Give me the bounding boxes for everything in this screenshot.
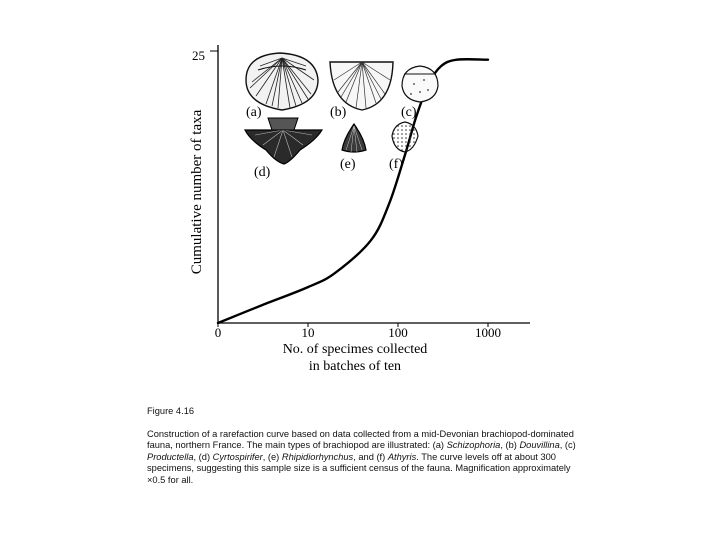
caption-text: , (d) xyxy=(193,451,213,462)
taxon-name: Rhipidiorhynchus xyxy=(281,451,354,462)
taxon-name: Douvillina xyxy=(519,440,560,450)
brachiopod-a-illustration xyxy=(246,53,318,110)
label-c: (c) xyxy=(401,105,417,120)
x-tick-labels xyxy=(215,325,501,340)
caption-text: , (b) xyxy=(500,440,520,450)
caption-text: , and (f) xyxy=(353,451,388,462)
label-b: (b) xyxy=(330,105,347,120)
label-d: (d) xyxy=(254,165,271,180)
figure-caption xyxy=(147,429,577,487)
taxon-name: Athyris xyxy=(387,451,417,462)
caption-text: , (c) xyxy=(559,440,576,450)
brachiopod-c-illustration xyxy=(402,66,438,102)
brachiopod-b-illustration xyxy=(330,62,393,110)
x-tick-label: 1000 xyxy=(475,325,501,340)
x-axis-label-line-1: No. of specimes collected xyxy=(282,342,428,357)
figure-number: Figure 4.16 xyxy=(147,406,195,416)
brachiopod-f-illustration xyxy=(392,122,418,152)
x-axis-label-line-2: in batches of ten xyxy=(308,359,402,374)
x-tick-label: 100 xyxy=(388,325,408,340)
y-tick-label: 25 xyxy=(192,48,205,63)
y-axis-label: Cumulative number of taxa xyxy=(189,109,205,275)
taxon-name: Productella xyxy=(147,451,194,462)
label-a: (a) xyxy=(246,105,262,120)
x-tick-label: 10 xyxy=(301,325,315,340)
caption-text: Construction of a rarefaction curve based on data collected from a mid-Devonian brachiopod-dominated fauna, northern France. The main types of brachiopod are illustrated: (a) xyxy=(147,428,574,450)
taxon-name: Schizophoria xyxy=(446,440,501,450)
x-tick-label: 0 xyxy=(214,325,222,340)
label-e: (e) xyxy=(340,157,356,172)
brachiopod-d-illustration xyxy=(245,118,322,164)
brachiopod-e-illustration xyxy=(342,124,366,152)
brachiopod-illustrations xyxy=(245,53,438,180)
figure-caption-block xyxy=(147,406,577,486)
caption-text: , (e) xyxy=(262,451,282,462)
label-f: (f) xyxy=(389,157,403,172)
taxon-name: Cyrtospirifer xyxy=(212,451,263,462)
caption-text: . The curve levels off at about 300 specimens, suggesting this sample size is a sufficient census of the fauna. Magnification approximately ×0.5 for all. xyxy=(147,451,571,485)
